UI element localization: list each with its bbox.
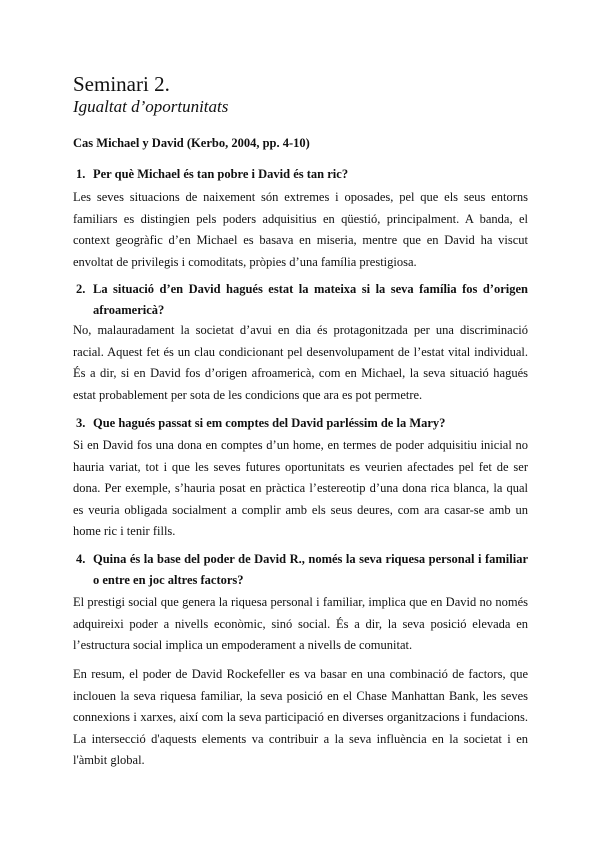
question-text: Quina és la base del poder de David R., només la seva riquesa personal i familiar o entre en joc altres factors? [93, 552, 528, 587]
question-number: 2. [76, 282, 86, 296]
conclusion-paragraph: En resum, el poder de David Rockefeller es va basar en una combinació de factors, que inclouen la seva riquesa familiar, la seva posició en el Chase Manhattan Bank, les seves connexions i xarxes, així com la seva participació en diverses organitzacions i fundacions. La intersecció d'aquests elements va contribuir a la seva influència en la societat i en l'àmbit global. [73, 667, 528, 767]
question-1 [76, 164, 528, 185]
case-heading: Cas Michael y David (Kerbo, 2004, pp. 4-10) [73, 136, 310, 150]
question-number: 3. [76, 416, 86, 430]
question-2 [76, 279, 528, 321]
question-text: Per què Michael és tan pobre i David és tan ric? [93, 167, 349, 181]
answer-4: El prestigi social que genera la riquesa personal i familiar, implica que en David no només adquireixi poder a nivells econòmic, sinó social. És a dir, la seva posició elevada en l’estructura social implica un empoderament a nivells de comunitat. [73, 595, 528, 652]
question-text: La situació d’en David hagués estat la mateixa si la seva família fos d’origen afroamericà? [93, 282, 528, 317]
page-title: Seminari 2. [73, 72, 170, 96]
question-3 [76, 413, 528, 434]
question-number: 4. [76, 552, 86, 566]
page-subtitle: Igualtat d’oportunitats [73, 97, 229, 116]
answer-1: Les seves situacions de naixement són extremes i oposades, pel que els seus entorns familiars es distingien pels poders adquisitius en qüestió, principalment. A banda, el context geogràfic d’en Michael es basava en miseria, mentre que en David ha viscut envoltat de privilegis i comoditats, pròpies d’una família prestigiosa. [73, 190, 528, 269]
question-number: 1. [76, 167, 86, 181]
answer-3: Si en David fos una dona en comptes d’un home, en termes de poder adquisitiu inicial no hauria variat, tot i que les seves futures oportunitats es veurien afectades pel fet de ser dona. Per exemple, s’hauria posat en pràctica l’estereotip d’una dona rica blanca, la qual es veuria obligada socialment a complir amb els seus deures, com ara casar-se amb un home ric i tenir fills. [73, 438, 528, 538]
answer-2: No, malauradament la societat d’avui en dia és protagonitzada per una discriminació racial. Aquest fet és un clau condicionant pel desenvolupament de l’estat vital individual. És a dir, si en David fos d’origen afroamericà, com en Michael, la seva situació hagués estat probablement per sota de les condicions que ara es pot permetre. [73, 323, 528, 402]
question-text: Que hagués passat si em comptes del David parléssim de la Mary? [93, 416, 446, 430]
question-4 [76, 549, 528, 591]
